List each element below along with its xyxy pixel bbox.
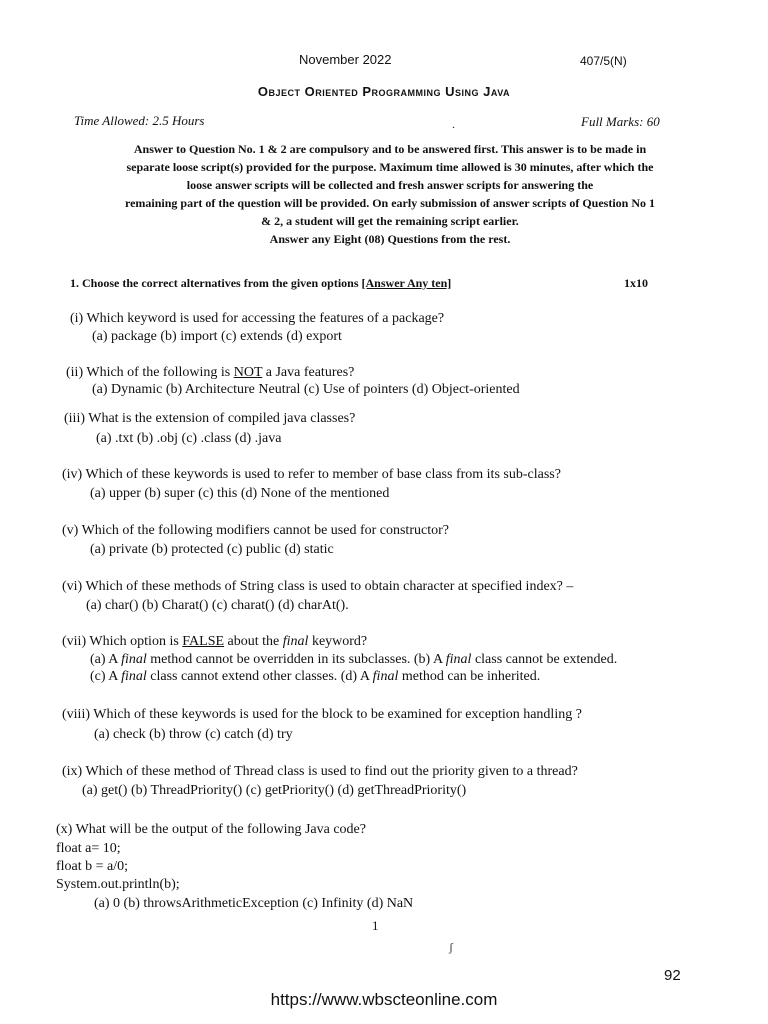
paper-title: Object Oriented Programming Using Java xyxy=(257,84,511,99)
question-i: (i) Which keyword is used for accessing the features of a package? xyxy=(70,311,445,326)
options-vi: (a) char() (b) Charat() (c) charat() (d) charAt(). xyxy=(86,598,349,613)
options-vii-row1 xyxy=(90,652,617,668)
code-line-1: float a= 10; xyxy=(56,841,121,856)
stray-mark: ʃ xyxy=(449,940,453,954)
instruction-line: Answer to Question No. 1 & 2 are compulsory and to be answered first. This answer is to be made in xyxy=(133,142,647,156)
question-x: (x) What will be the output of the following Java code? xyxy=(56,822,366,837)
question-iv: (iv) Which of these keywords is used to refer to member of base class from its sub-class? xyxy=(62,467,561,482)
question-viii: (viii) Which of these keywords is used for the block to be examined for exception handling ? xyxy=(62,707,582,722)
options-ix: (a) get() (b) ThreadPriority() (c) getPriority() (d) getThreadPriority() xyxy=(82,783,467,798)
option-text: class cannot extend other classes. (d) A xyxy=(146,669,373,684)
instruction-line: Answer any Eight (08) Questions from the rest. xyxy=(269,232,511,246)
code-line-2: float b = a/0; xyxy=(56,859,129,874)
option-italic: final xyxy=(121,652,147,667)
question-italic: final xyxy=(282,634,309,649)
question-text: (ii) Which of the following is xyxy=(66,365,234,380)
question-ix: (ix) Which of these method of Thread class is used to find out the priority given to a thread? xyxy=(62,764,578,779)
question-text: a Java features? xyxy=(262,365,355,380)
question-emphasis: FALSE xyxy=(182,634,225,649)
question-text: (vii) Which option is xyxy=(62,634,183,649)
options-v: (a) private (b) protected (c) public (d) static xyxy=(90,542,334,557)
option-text: method can be inherited. xyxy=(398,669,541,684)
question-vi: (vi) Which of these methods of String class is used to obtain character at specified index? – xyxy=(62,579,574,594)
options-ii: (a) Dynamic (b) Architecture Neutral (c) Use of pointers (d) Object-oriented xyxy=(92,382,520,397)
instructions-block xyxy=(60,140,720,248)
question-1-heading xyxy=(70,276,451,291)
instruction-line: & 2, a student will get the remaining script earlier. xyxy=(261,214,519,228)
options-iii: (a) .txt (b) .obj (c) .class (d) .java xyxy=(96,431,282,446)
question-1-marks: 1x10 xyxy=(624,276,648,290)
question-v: (v) Which of the following modifiers cannot be used for constructor? xyxy=(62,523,449,538)
instruction-line: separate loose script(s) provided for the purpose. Maximum time allowed is 30 minutes, after which the xyxy=(126,160,654,174)
full-marks: Full Marks: 60 xyxy=(581,114,660,129)
option-italic: final xyxy=(121,669,147,684)
question-emphasis: NOT xyxy=(233,365,263,380)
question-ii xyxy=(66,365,354,381)
option-italic: final xyxy=(372,669,399,684)
options-iv: (a) upper (b) super (c) this (d) None of the mentioned xyxy=(90,486,390,501)
website-url[interactable]: https://www.wbscteonline.com xyxy=(270,990,498,1009)
exam-month: November 2022 xyxy=(299,52,392,67)
options-x: (a) 0 (b) throwsArithmeticException (c) Infinity (d) NaN xyxy=(94,896,414,911)
page-number: 1 xyxy=(372,918,379,933)
question-iii: (iii) What is the extension of compiled java classes? xyxy=(64,411,356,426)
question-vii xyxy=(62,634,367,650)
question-1-note: [Answer Any ten] xyxy=(361,276,452,290)
code-line-3: System.out.println(b); xyxy=(56,877,180,892)
question-1-text: 1. Choose the correct alternatives from the given options xyxy=(70,276,362,290)
question-text: keyword? xyxy=(308,634,368,649)
option-text: method cannot be overridden in its subclasses. (b) A xyxy=(146,652,446,667)
sheet-number: 92 xyxy=(664,967,681,984)
option-text: (a) A xyxy=(90,652,122,667)
paper-code: 407/5(N) xyxy=(580,54,627,68)
options-i: (a) package (b) import (c) extends (d) export xyxy=(92,329,342,344)
stray-dot: . xyxy=(452,117,455,131)
option-text: (c) A xyxy=(90,669,122,684)
instruction-line: remaining part of the question will be provided. On early submission of answer scripts of Question No 1 xyxy=(124,196,656,210)
options-vii-row2 xyxy=(90,669,540,685)
question-text: about the xyxy=(224,634,283,649)
option-italic: final xyxy=(445,652,472,667)
time-allowed: Time Allowed: 2.5 Hours xyxy=(74,113,205,128)
options-viii: (a) check (b) throw (c) catch (d) try xyxy=(94,727,293,742)
instruction-line: loose answer scripts will be collected and fresh answer scripts for answering the xyxy=(186,178,594,192)
option-text: class cannot be extended. xyxy=(471,652,618,667)
